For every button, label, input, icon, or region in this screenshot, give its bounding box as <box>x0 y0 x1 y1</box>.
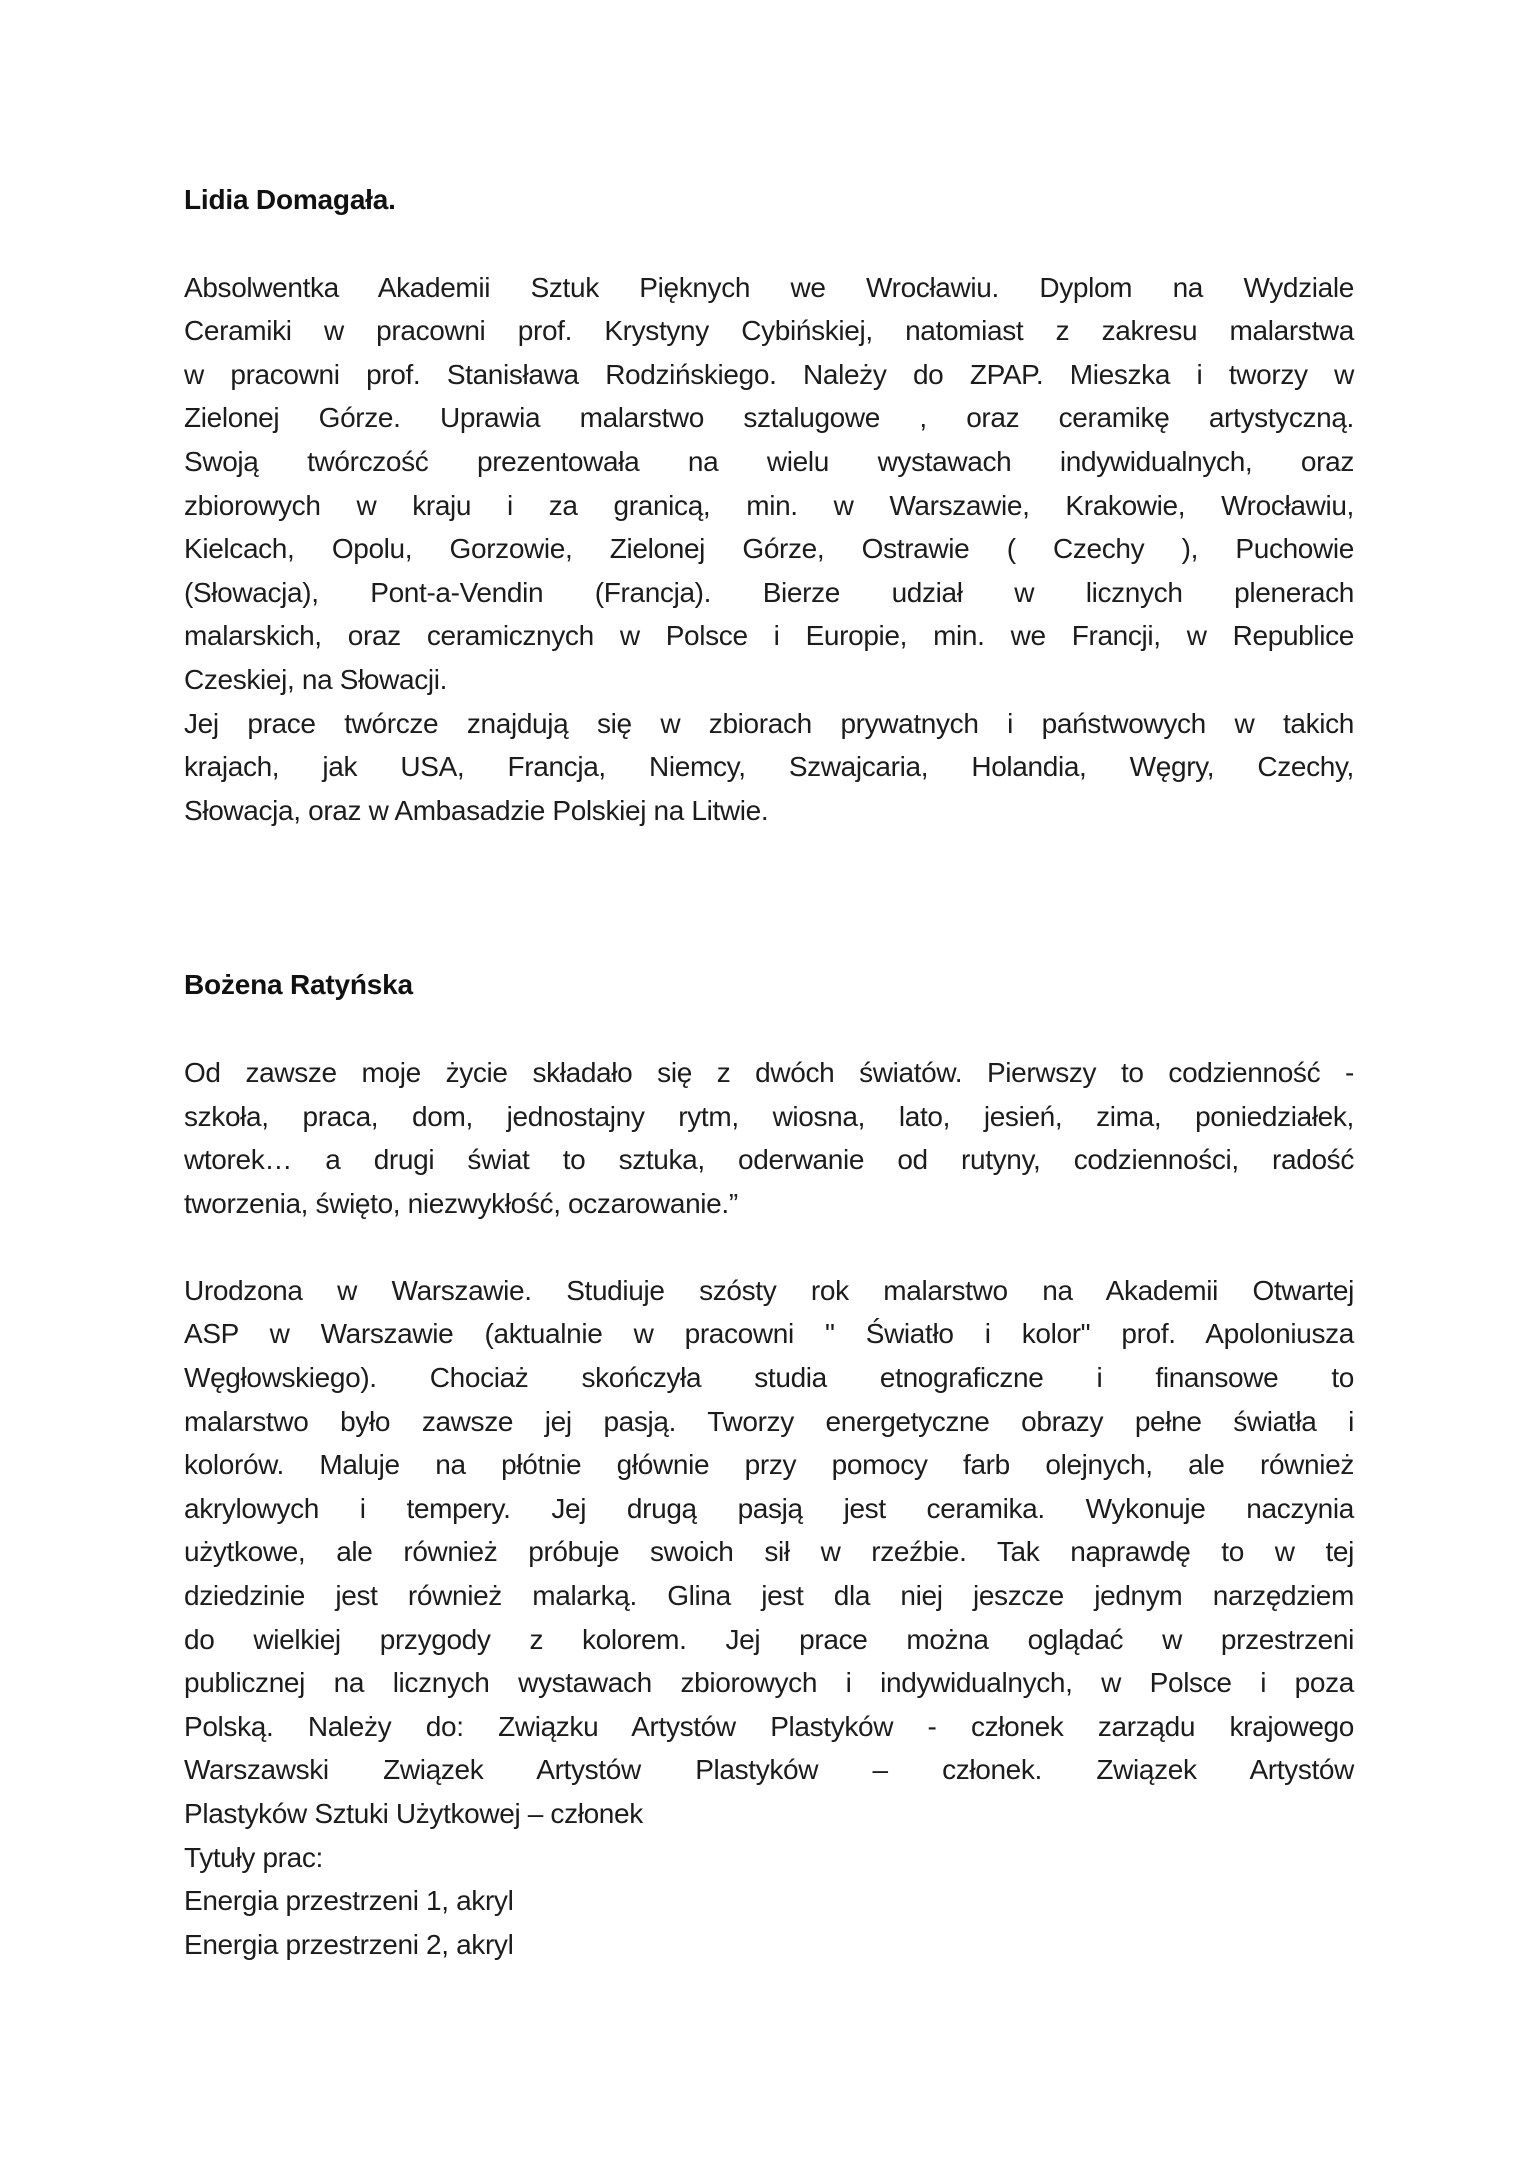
document-page <box>184 178 1354 1966</box>
text-line: tworzenia, święto, niezwykłość, oczarowanie.” <box>184 1187 738 1219</box>
text-line: użytkowe, ale również próbuje swoich sił w rzeźbie. Tak naprawdę to w tej <box>184 1536 1354 1568</box>
spacer <box>184 1007 1354 1051</box>
collections-paragraph-domagala <box>184 702 1354 833</box>
section-heading-bozena-ratynska: Bożena Ratyńska <box>184 969 413 1001</box>
text-line: Kielcach, Opolu, Gorzowie, Zielonej Górze, Ostrawie ( Czechy ), Puchowie <box>184 533 1354 565</box>
bio-paragraph-domagala <box>184 266 1354 702</box>
text-line: dziedzinie jest również malarką. Glina jest dla niej jeszcze jednym narzędziem <box>184 1580 1354 1612</box>
text-line: ASP w Warszawie (aktualnie w pracowni " Światło i kolor" prof. Apoloniusza <box>184 1318 1354 1350</box>
text-line: Ceramiki w pracowni prof. Krystyny Cybińskiej, natomiast z zakresu malarstwa <box>184 315 1354 347</box>
text-line: krajach, jak USA, Francja, Niemcy, Szwajcaria, Holandia, Węgry, Czechy, <box>184 751 1354 783</box>
text-line: kolorów. Maluje na płótnie głównie przy pomocy farb olejnych, ale również <box>184 1449 1354 1481</box>
text-line: wtorek… a drugi świat to sztuka, oderwanie od rutyny, codzienności, radość <box>184 1144 1354 1176</box>
spacer <box>184 832 1354 963</box>
text-line: (Słowacja), Pont-a-Vendin (Francja). Bierze udział w licznych plenerach <box>184 576 1354 608</box>
text-line: akrylowych i tempery. Jej drugą pasją jest ceramika. Wykonuje naczynia <box>184 1492 1354 1524</box>
text-line: szkoła, praca, dom, jednostajny rytm, wiosna, lato, jesień, zima, poniedziałek, <box>184 1100 1354 1132</box>
text-line: Absolwentka Akademii Sztuk Pięknych we Wrocławiu. Dyplom na Wydziale <box>184 271 1354 303</box>
work-title-item: Energia przestrzeni 1, akryl <box>184 1885 514 1917</box>
text-line: malarskich, oraz ceramicznych w Polsce i Europie, min. we Francji, w Republice <box>184 620 1354 652</box>
spacer <box>184 222 1354 266</box>
text-line: Swoją twórczość prezentowała na wielu wystawach indywidualnych, oraz <box>184 445 1354 477</box>
text-line: malarstwo było zawsze jej pasją. Tworzy energetyczne obrazy pełne światła i <box>184 1405 1354 1437</box>
spacer <box>184 1225 1354 1269</box>
work-title-item: Energia przestrzeni 2, akryl <box>184 1928 514 1960</box>
text-line: Węgłowskiego). Chociaż skończyła studia etnograficzne i finansowe to <box>184 1362 1354 1394</box>
works-titles-list <box>184 1836 1354 1967</box>
text-line: publicznej na licznych wystawach zbiorowych i indywidualnych, w Polsce i poza <box>184 1667 1354 1699</box>
text-line: Słowacja, oraz w Ambasadzie Polskiej na Litwie. <box>184 794 769 826</box>
quote-paragraph-ratynska <box>184 1051 1354 1225</box>
text-line: Warszawski Związek Artystów Plastyków – członek. Związek Artystów <box>184 1754 1354 1786</box>
text-line: Zielonej Górze. Uprawia malarstwo sztalugowe , oraz ceramikę artystyczną. <box>184 402 1354 434</box>
text-line: Plastyków Sztuki Użytkowej – członek <box>184 1798 643 1829</box>
bio-paragraph-ratynska <box>184 1269 1354 1836</box>
text-line: do wielkiej przygody z kolorem. Jej prace można oglądać w przestrzeni <box>184 1623 1354 1655</box>
section-heading-lidia-domagala: Lidia Domagała. <box>184 184 396 215</box>
works-titles-label: Tytuły prac: <box>184 1841 323 1873</box>
text-line: Jej prace twórcze znajdują się w zbiorach prywatnych i państwowych w takich <box>184 707 1354 739</box>
text-line: Od zawsze moje życie składało się z dwóch światów. Pierwszy to codzienność - <box>184 1056 1354 1088</box>
text-line: zbiorowych w kraju i za granicą, min. w Warszawie, Krakowie, Wrocławiu, <box>184 489 1354 521</box>
text-line: Polską. Należy do: Związku Artystów Plastyków - członek zarządu krajowego <box>184 1710 1354 1742</box>
text-line: Urodzona w Warszawie. Studiuje szósty rok malarstwo na Akademii Otwartej <box>184 1274 1354 1306</box>
text-line: Czeskiej, na Słowacji. <box>184 663 448 695</box>
text-line: w pracowni prof. Stanisława Rodzińskiego. Należy do ZPAP. Mieszka i tworzy w <box>184 358 1354 390</box>
